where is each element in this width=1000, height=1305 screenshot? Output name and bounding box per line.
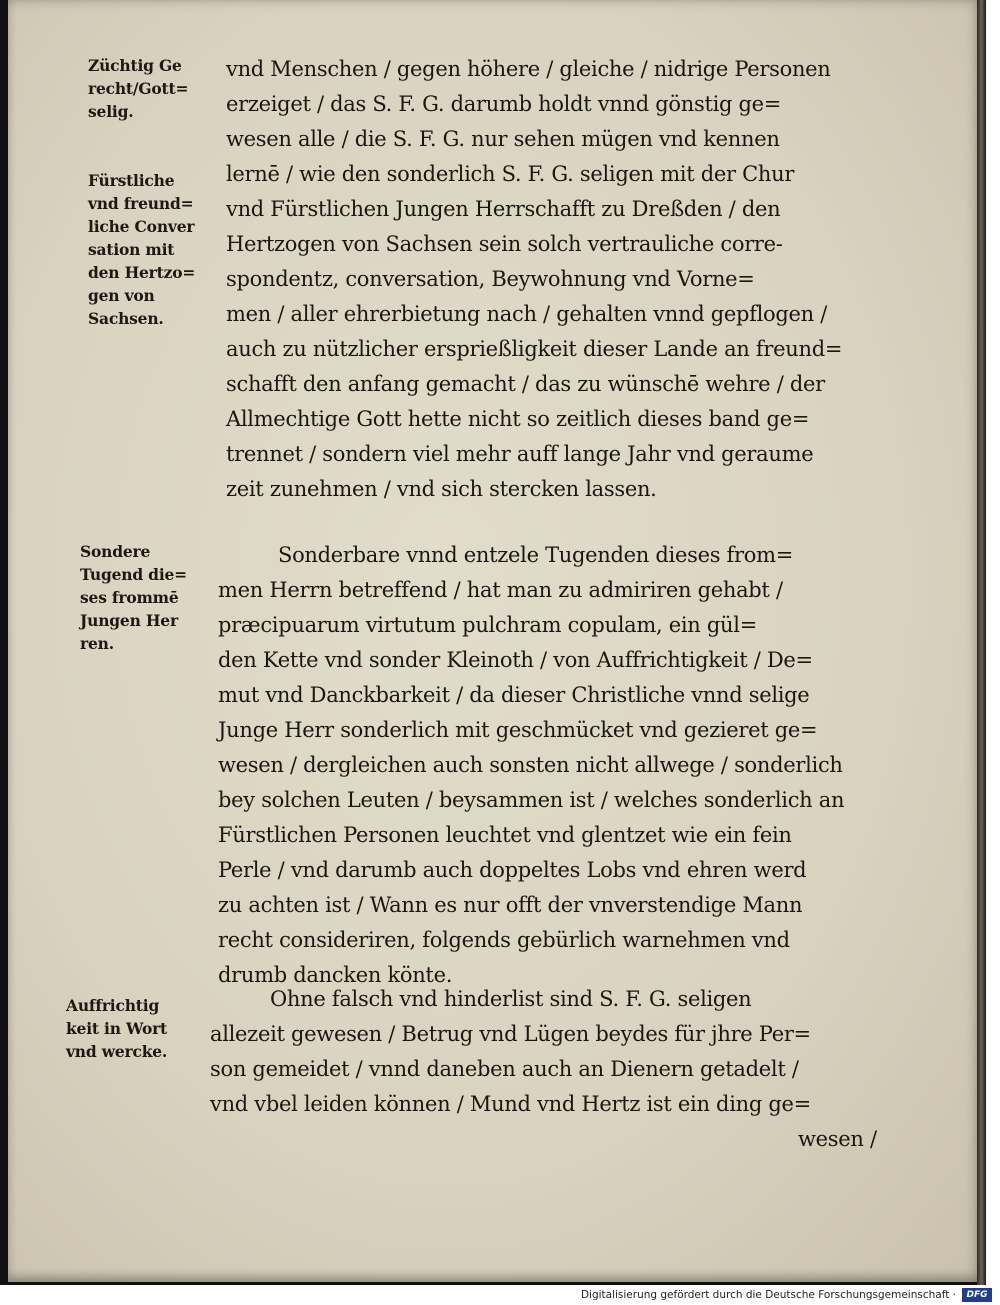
text-line: trennet / sondern viel mehr auff lange Jahr vnd geraume: [226, 442, 814, 466]
text-line: men / aller ehrerbietung nach / gehalten vnnd gepflogen /: [226, 302, 828, 326]
text-line: wesen alle / die S. F. G. nur sehen mügen vnd kennen: [226, 127, 780, 151]
footer: [0, 1286, 1000, 1305]
paragraph-1: [226, 52, 842, 507]
text-line: præcipuarum virtutum pulchram copulam, ein gül=: [218, 613, 757, 637]
text-line: auch zu nützlicher ersprießligkeit dieser Lande an freund=: [226, 337, 843, 361]
text-line: Perle / vnd darumb auch doppeltes Lobs vnd ehren werd: [218, 858, 807, 882]
page-edge: [977, 0, 986, 1285]
funding-credit: Digitalisierung gefördert durch die Deutsche Forschungsgemeinschaft ·: [580, 1289, 956, 1301]
dfg-logo[interactable]: DFG: [962, 1288, 992, 1302]
text-line: wesen /: [798, 1127, 877, 1151]
margin-note-4: Auffrichtig keit in Wort vnd wercke.: [66, 996, 168, 1061]
book-page: [8, 0, 982, 1282]
text-line: drumb dancken könte.: [218, 963, 453, 987]
text-line: vnd vbel leiden können / Mund vnd Hertz ist ein ding ge=: [210, 1092, 811, 1116]
text-line: men Herrn betreffend / hat man zu admiriren gehabt /: [218, 578, 783, 602]
text-line: zu achten ist / Wann es nur offt der vnverstendige Mann: [218, 893, 803, 917]
text-line: vnd Menschen / gegen höhere / gleiche / nidrige Personen: [226, 57, 831, 81]
text-line: Ohne falsch vnd hinderlist sind S. F. G. seligen: [270, 987, 752, 1011]
margin-note-1: Züchtig Ge recht/Gott= selig.: [88, 56, 189, 121]
text-line: den Kette vnd sonder Kleinoth / von Auffrichtigkeit / De=: [218, 648, 813, 672]
text-line: zeit zunehmen / vnd sich stercken lassen.: [226, 477, 657, 501]
text-line: Sonderbare vnnd entzele Tugenden dieses from=: [278, 543, 794, 567]
text-line: mut vnd Danckbarkeit / da dieser Christliche vnnd selige: [218, 683, 810, 707]
margin-note-2: Fürstliche vnd freund= liche Conver sation mit den Hertzo= gen von Sachsen.: [88, 171, 196, 328]
text-line: bey solchen Leuten / beysammen ist / welches sonderlich an: [218, 788, 845, 812]
text-line: Allmechtige Gott hette nicht so zeitlich dieses band ge=: [226, 407, 810, 431]
text-line: recht consideriren, folgends gebürlich warnehmen vnd: [218, 928, 790, 952]
text-line: wesen / dergleichen auch sonsten nicht allwege / sonderlich: [218, 753, 843, 777]
text-line: vnd Fürstlichen Jungen Herrschafft zu Dreßden / den: [226, 197, 781, 221]
text-line: son gemeidet / vnnd daneben auch an Dienern getadelt /: [210, 1057, 799, 1081]
paragraph-2: [218, 538, 844, 993]
text-line: schafft den anfang gemacht / das zu wünschē wehre / der: [226, 372, 825, 396]
text-line: allezeit gewesen / Betrug vnd Lügen beydes für jhre Per=: [210, 1022, 811, 1046]
text-line: erzeiget / das S. F. G. darumb holdt vnnd gönstig ge=: [226, 92, 782, 116]
text-line: Junge Herr sonderlich mit geschmücket vnd gezieret ge=: [218, 718, 818, 742]
margin-note-3: Sondere Tugend die= ses frommē Jungen Her ren.: [80, 542, 187, 653]
text-line: lernē / wie den sonderlich S. F. G. seligen mit der Chur: [226, 162, 795, 186]
text-line: spondentz, conversation, Beywohnung vnd Vorne=: [226, 267, 755, 291]
text-line: Fürstlichen Personen leuchtet vnd glentzet wie ein fein: [218, 823, 792, 847]
text-line: Hertzogen von Sachsen sein solch vertrauliche corre-: [226, 232, 783, 256]
paragraph-3: [210, 982, 877, 1157]
